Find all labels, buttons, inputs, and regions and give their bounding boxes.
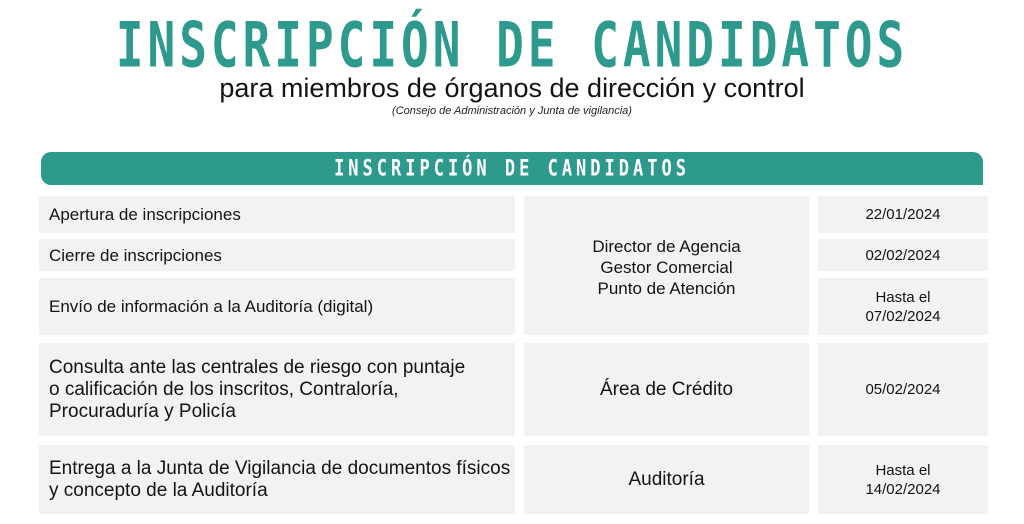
responsible-text: Director de Agencia — [592, 237, 741, 256]
date-cell — [818, 343, 988, 436]
activity-cell — [39, 445, 515, 514]
date-text: 02/02/2024 — [865, 246, 941, 264]
responsible-cell — [524, 343, 809, 436]
activity-text: Envío de información a la Auditoría (digital) — [49, 297, 374, 316]
page-note: (Consejo de Administración y Junta de vigilancia) — [392, 105, 632, 117]
activity-cell — [39, 196, 515, 233]
activity-text: Consulta ante las centrales de riesgo con puntaje o calificación de los inscritos, Contraloría, Procuraduría y Policía — [49, 356, 466, 422]
responsible-text: Área de Crédito — [599, 378, 734, 400]
date-text: 05/02/2024 — [865, 381, 941, 398]
activity-text: Cierre de inscripciones — [49, 245, 222, 265]
date-text: 07/02/2024 — [865, 307, 941, 325]
table-banner-label: INSCRIPCIÓN DE CANDIDATOS — [334, 155, 690, 182]
responsible-cell — [524, 196, 809, 335]
responsible-stack — [592, 236, 740, 299]
responsible-cell — [524, 445, 809, 514]
date-cell — [818, 278, 988, 335]
responsible-text: Punto de Atención — [597, 279, 736, 298]
activity-cell — [39, 278, 515, 335]
page-subtitle: para miembros de órganos de dirección y control — [219, 73, 805, 103]
date-stack — [865, 461, 940, 499]
responsible-text: Gestor Comercial — [600, 258, 733, 277]
date-cell — [818, 196, 988, 233]
date-text: 22/01/2024 — [865, 206, 941, 223]
responsible-text: Auditoría — [628, 468, 705, 490]
date-text: 14/02/2024 — [865, 480, 941, 498]
table-banner — [41, 152, 983, 185]
page-title: INSCRIPCIÓN DE CANDIDATOS — [115, 8, 909, 82]
date-stack — [865, 288, 940, 326]
activity-cell — [39, 343, 515, 436]
activity-text: Entrega a la Junta de Vigilancia de documentos físicos y concepto de la Auditoría — [49, 457, 511, 501]
date-cell — [818, 445, 988, 514]
date-prefix: Hasta el — [875, 288, 931, 306]
activity-cell — [39, 239, 515, 271]
date-cell — [818, 239, 988, 271]
activity-text: Apertura de inscripciones — [49, 205, 241, 224]
date-prefix: Hasta el — [875, 461, 931, 479]
